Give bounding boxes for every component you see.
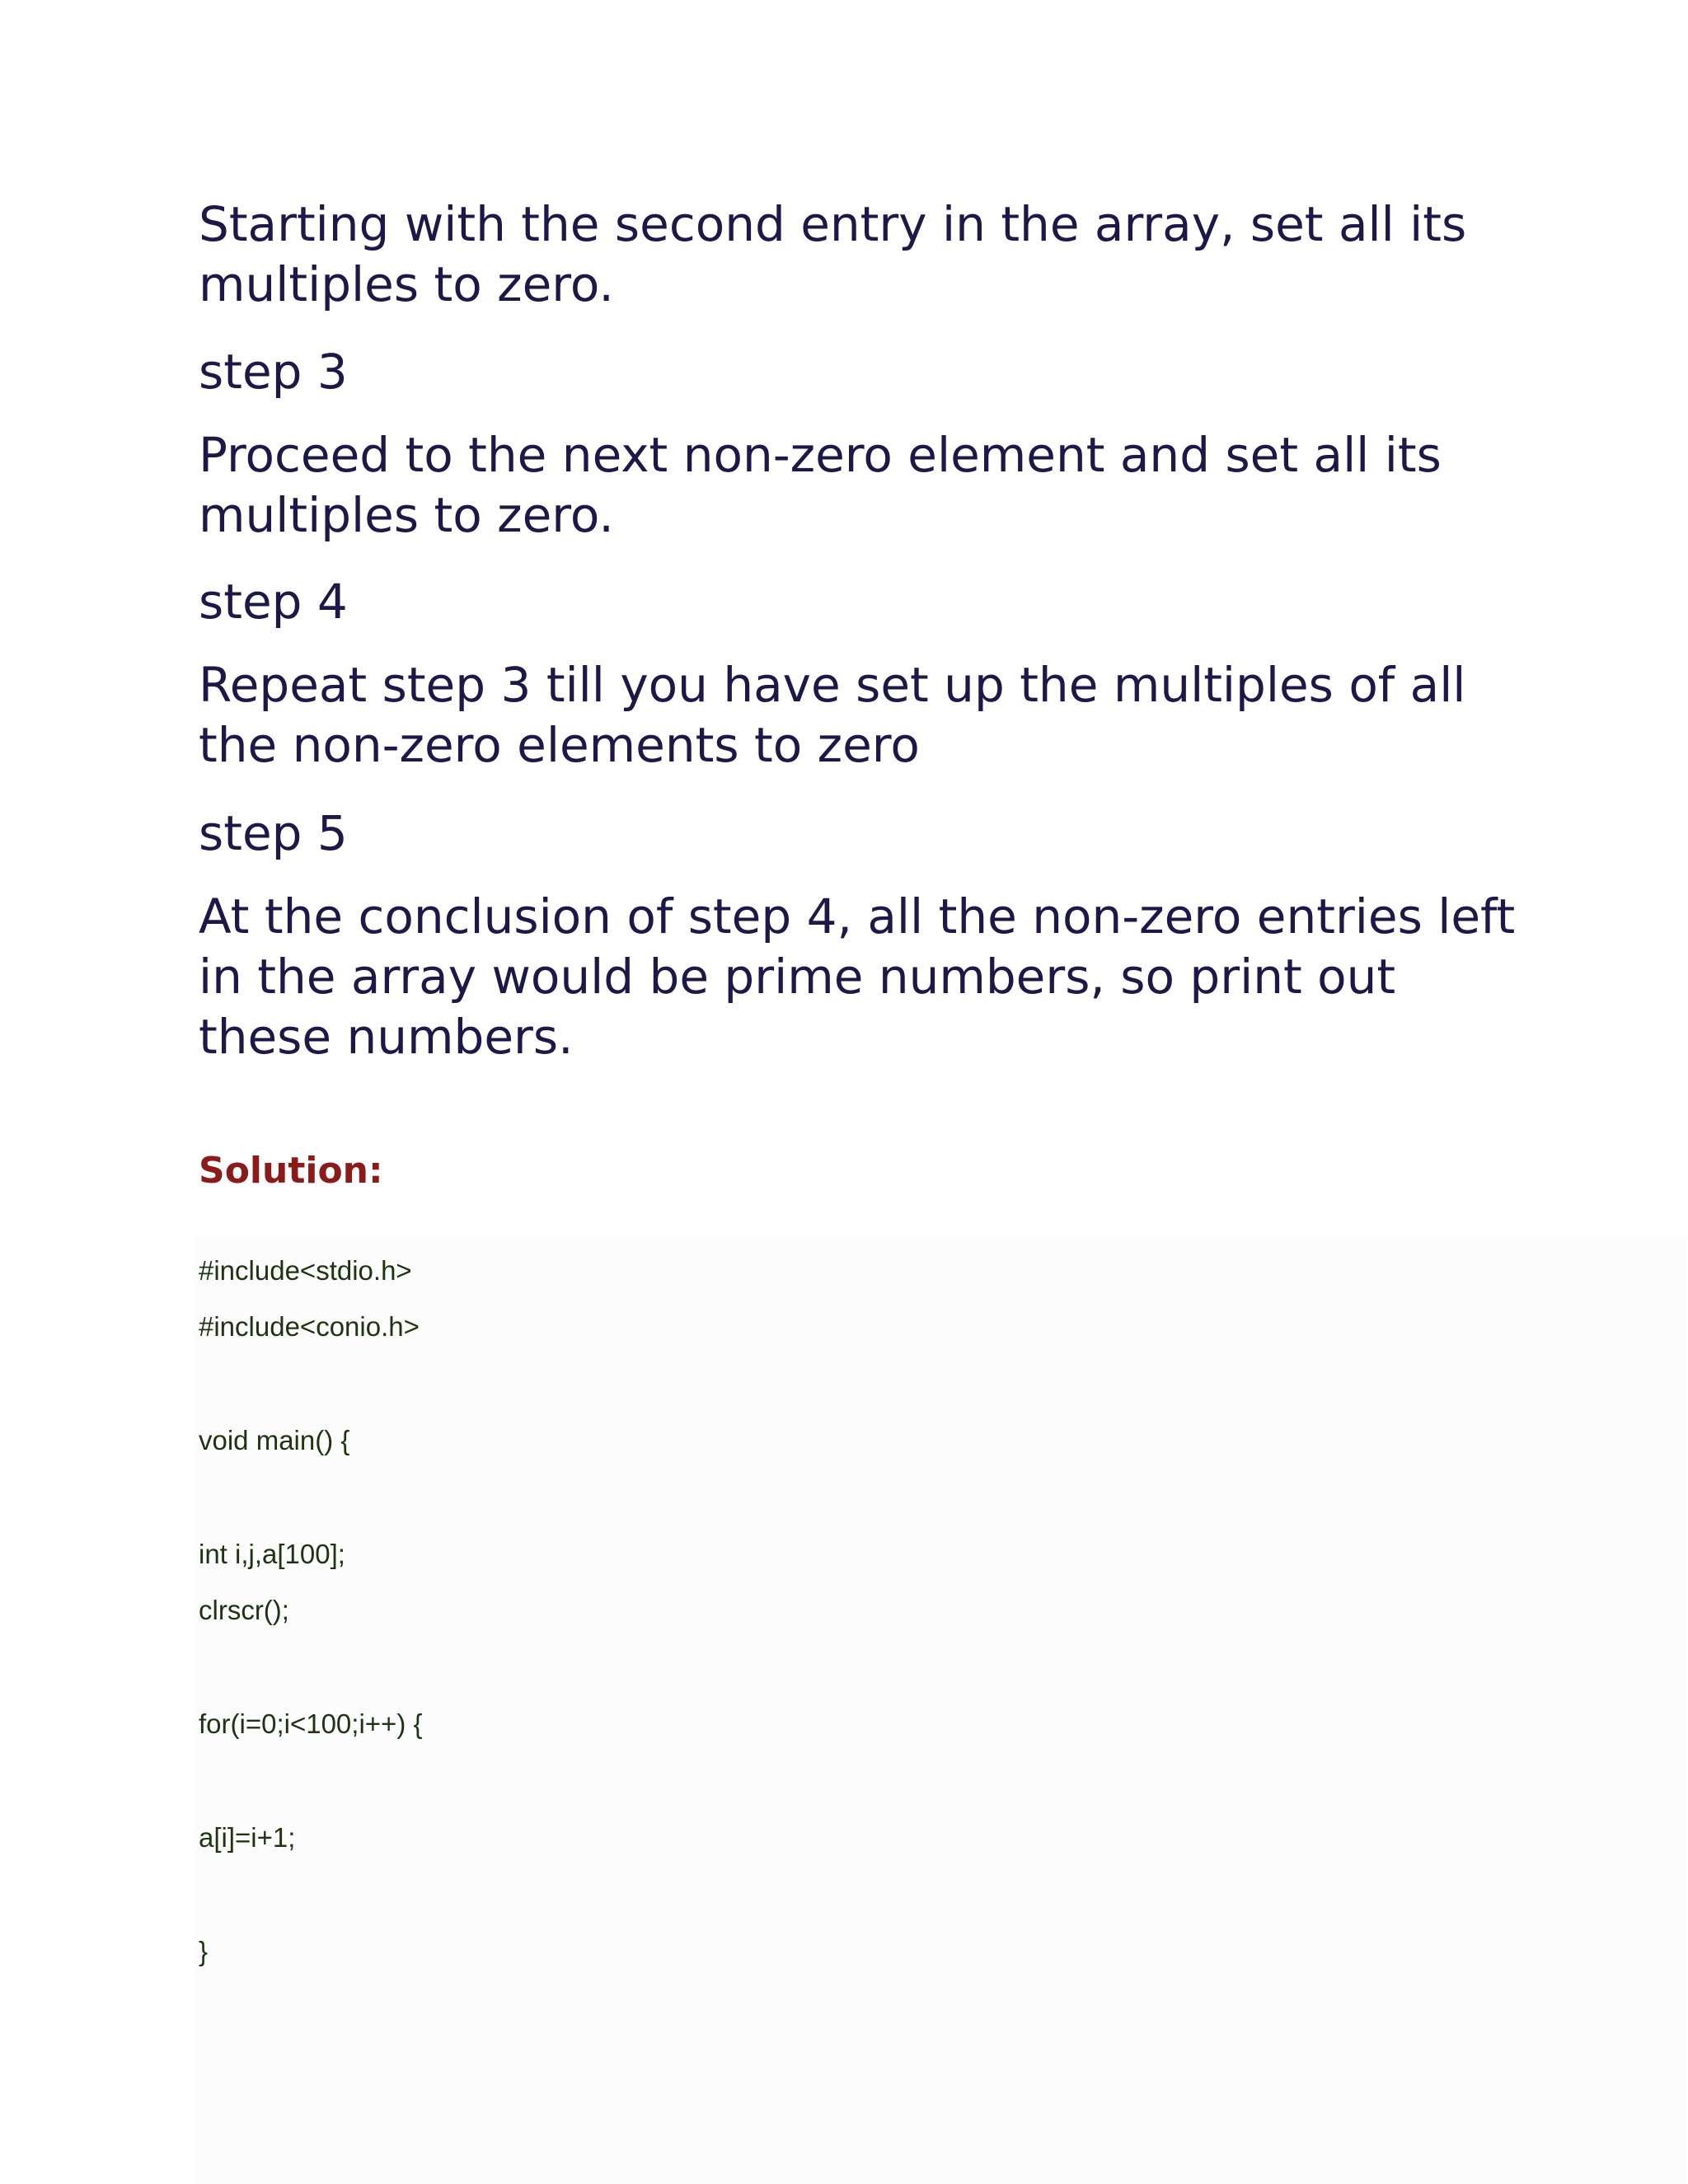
paragraph-step5: At the conclusion of step 4, all the non-zero entries left in the array would be prime numbers, so print out these numbers. (199, 888, 1516, 1065)
step-4-label: step 4 (199, 574, 348, 630)
paragraph-step3: Proceed to the next non-zero element and set all its multiples to zero. (199, 427, 1442, 543)
solution-heading: Solution: (199, 1150, 383, 1192)
paragraph-step4: Repeat step 3 till you have set up the multiples of all the non-zero elements to zero (199, 657, 1466, 773)
paragraph-step2: Starting with the second entry in the array, set all its multiples to zero. (199, 196, 1467, 312)
code-line-include-conio: #include<conio.h> (199, 1311, 420, 1342)
step-5-label: step 5 (199, 805, 348, 861)
code-line-close-brace: } (199, 1936, 209, 1966)
step-3-label: step 3 (199, 344, 348, 400)
code-line-include-stdio: #include<stdio.h> (199, 1255, 412, 1286)
code-line-clrscr: clrscr(); (199, 1595, 289, 1625)
code-line-main: void main() { (199, 1425, 350, 1455)
code-line-declare: int i,j,a[100]; (199, 1539, 345, 1569)
code-line-assign: a[i]=i+1; (199, 1822, 296, 1853)
code-line-for: for(i=0;i<100;i++) { (199, 1708, 423, 1739)
